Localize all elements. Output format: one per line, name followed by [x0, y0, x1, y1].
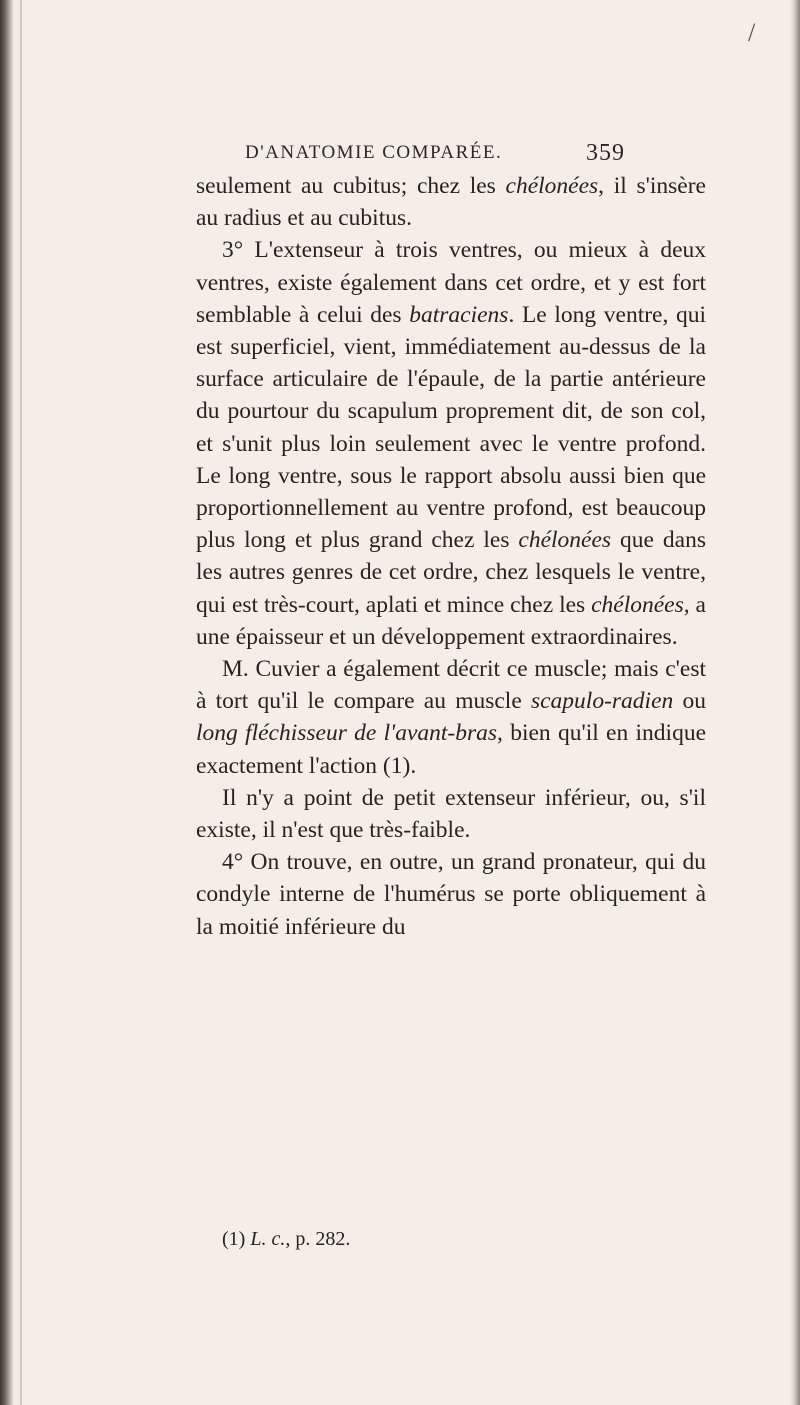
italic-term: chélonées — [591, 591, 684, 618]
footnote-marker: (1) — [222, 1228, 251, 1250]
paragraph-1 — [196, 170, 706, 234]
italic-term: chélonées — [505, 173, 599, 199]
running-header — [245, 142, 625, 164]
italic-term: chélonées — [518, 527, 612, 554]
text-run: que dans les autres genres de cet ordre, chez lesquels le ventre, qui est très-court, aplati et mince chez les — [196, 527, 706, 618]
text-run: seulement au cubitus; chez les — [196, 173, 506, 199]
paragraph-5 — [196, 846, 706, 943]
text-run: , bien qu'il en indique exactement l'action (1). — [196, 720, 707, 779]
running-head-title: D'ANATOMIE COMPARÉE. — [245, 142, 503, 163]
book-binding-edge — [0, 0, 14, 1405]
italic-term: long fléchisseur de l'avant-bras — [196, 720, 498, 747]
page-right-edge — [790, 0, 800, 1405]
paragraph-4 — [196, 782, 706, 846]
text-run: M. Cuvier a également décrit ce muscle; mais c'est à tort qu'il le compare au muscle — [196, 656, 706, 715]
footnote-rest: , p. 282. — [285, 1228, 351, 1250]
page-number: 359 — [586, 140, 625, 166]
text-run: . Le long ventre, qui est superficiel, vient, immédiatement au-dessus de la surface articulaire de l'épaule, de la partie antérieure du pourtour du scapulum proprement dit, de son col, et s'unit plus loin seulement avec le ventre profond. Le long ventre, sous le rapport absolu aussi bien que proportionnellement au ventre profond, est beaucoup plus long et plus grand chez les — [196, 301, 707, 554]
text-run: ou — [673, 688, 706, 715]
italic-term: scapulo-radien — [530, 688, 674, 715]
italic-term: batraciens — [409, 301, 509, 328]
text-run: Il n'y a point de petit extenseur inférieur, ou, s'il existe, il n'est que très-faible. — [196, 784, 706, 844]
footnote-source: L. c. — [250, 1228, 286, 1250]
text-run: , a une épaisseur et un développement extraordinaires. — [196, 591, 706, 650]
footnote — [222, 1228, 350, 1251]
body-text — [196, 170, 706, 943]
text-run: , il s'insère au radius et au cubitus. — [196, 173, 706, 232]
paragraph-2 — [196, 234, 706, 653]
gutter-line — [20, 0, 22, 1405]
text-run: 3° L'extenseur à trois ventres, ou mieux à deux ventres, existe également dans cet ordre, et y est fort semblable à celui des — [196, 237, 706, 328]
paragraph-3 — [196, 653, 706, 782]
text-run: 4° On trouve, en outre, un grand pronateur, qui du condyle interne de l'humérus se porte obliquement à la moitié inférieure du — [196, 849, 706, 940]
corner-mark: / — [748, 18, 756, 47]
